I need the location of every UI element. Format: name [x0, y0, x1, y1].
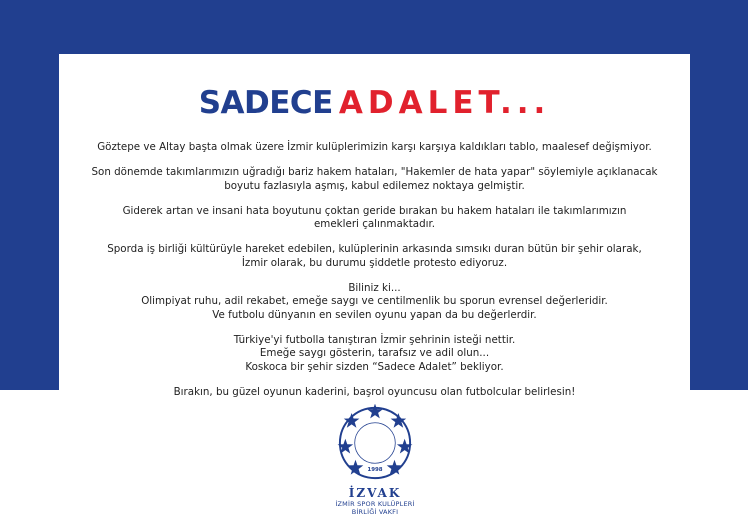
page-title [59, 84, 690, 122]
statement-body [59, 141, 690, 411]
paragraph [59, 141, 690, 155]
logo-year: 1998 [367, 467, 383, 474]
paragraph [59, 334, 690, 375]
paragraph-line: Sporda iş birliği kültürüyle hareket edebilen, kulüplerinin arkasında sımsıkı duran bütün bir şehir olarak, [107, 243, 642, 255]
brand-subtitle-line: BİRLİĞİ VAKFI [351, 508, 399, 516]
paragraph-line: Son dönemde takımlarımızın uğradığı bariz hakem hataları, "Hakemler de hata yapar" söylemiyle açıklanacak [91, 166, 658, 178]
paragraph-line: boyutu fazlasıyla aşmış, kabul edilemez noktaya gelmiştir. [224, 179, 525, 192]
paragraph-line: Giderek artan ve insani hata boyutunu çoktan geride bırakan bu hakem hataları ile takımlarımızın [122, 204, 627, 217]
paragraph-line: Göztepe ve Altay başta olmak üzere İzmir kulüplerimizin karşı karşıya kaldıkları tablo, maalesef değişmiyor. [97, 141, 652, 153]
paragraph [59, 166, 690, 193]
title-adalet: ADALET... [338, 85, 551, 121]
paragraph-line: Türkiye'yi futbolla tanıştıran İzmir şehrinin isteği nettir. [233, 333, 516, 346]
brand-name: İZVAK [348, 486, 402, 500]
paragraph-line: emekleri çalınmaktadır. [313, 218, 436, 230]
paragraph-line: Emeğe saygı gösterin, tarafsız ve adil olun... [259, 347, 490, 359]
paragraph [59, 243, 690, 270]
paragraph-line: Biliniz ki... [348, 281, 401, 294]
paragraph-line: Olimpiyat ruhu, adil rekabet, emeğe saygı ve centilmenlik bu sporun evrensel değerleridir. [141, 295, 608, 307]
statement-card [59, 54, 690, 529]
paragraph-line: Bırakın, bu güzel oyunun kaderini, başrol oyuncusu olan futbolcular belirlesin! [173, 385, 576, 398]
paragraph [59, 205, 690, 232]
brand-block [309, 486, 441, 516]
paragraph-line: İzmir olarak, bu durumu şiddetle protesto ediyoruz. [241, 256, 508, 269]
paragraph-line: Ve futbolu dünyanın en sevilen oyunu yapan da bu değerlerdir. [212, 308, 537, 321]
izvak-logo-icon [336, 404, 414, 482]
paragraph-line: Koskoca bir şehir sizden “Sadece Adalet” bekliyor. [245, 360, 504, 373]
title-sadece: SADECE [198, 85, 333, 121]
paragraph [59, 282, 690, 323]
paragraph [59, 386, 690, 400]
brand-subtitle-line: İZMİR SPOR KULÜPLERİ [335, 500, 415, 508]
